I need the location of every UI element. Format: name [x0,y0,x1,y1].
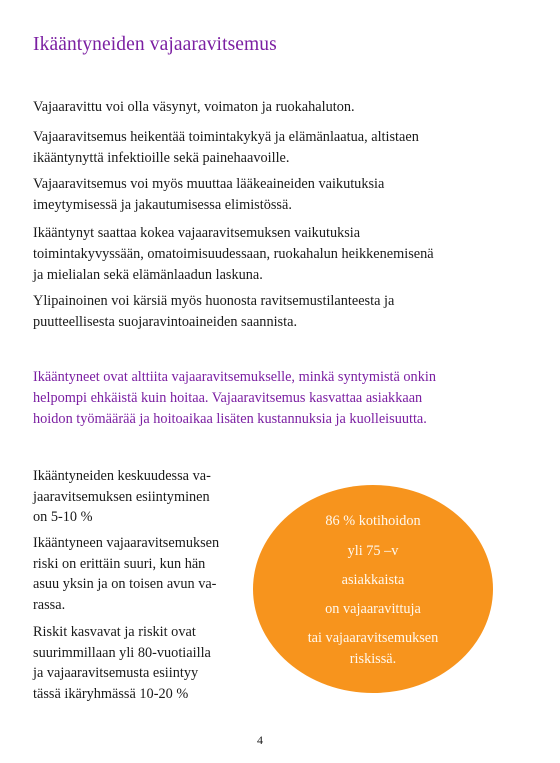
block-line: suurimmillaan yli 80-vuotiailla [33,644,211,661]
paragraph-line: Vajaaravitsemus voi myös muuttaa lääkeaineiden vaikutuksia [33,176,385,192]
paragraph-4 [33,223,503,286]
block-line: ja vajaaravitsemusta esiintyy [33,665,199,681]
paragraph-line: Vajaaravitsemus heikentää toimintakykyä ja elämänlaatua, altistaen [33,129,419,145]
paragraph-line: Ylipainoinen voi kärsiä myös huonosta ravitsemustilanteesta ja [33,293,395,309]
paragraph-line: imeytymisessä ja jakautumisessa elimistössä. [33,197,292,213]
circle-line: on vajaaravittuja [325,601,421,617]
circle-line: 86 % kotihoidon [325,513,421,529]
paragraph-line: Ikääntynyt saattaa kokea vajaaravitsemuksen vaikutuksia [33,225,361,241]
page-number: 4 [257,733,263,747]
risk-block [33,533,263,615]
paragraph-5 [33,291,503,333]
circle-line: yli 75 –v [347,543,399,559]
block-line: tässä ikäryhmässä 10-20 % [33,685,189,702]
paragraph-2 [33,127,503,169]
circle-line: riskissä. [349,651,397,667]
block-line: riski on erittäin suuri, kun hän [33,555,206,572]
block-line: jaaravitsemuksen esiintyminen [33,488,210,505]
block-line: on 5-10 % [33,509,93,525]
paragraph-line: ikääntynyttä infektioille sekä painehaavoille. [33,150,290,166]
highlight-line: helpompi ehkäistä kuin hoitaa. Vajaaravitsemus kasvattaa asiakkaan [33,390,423,406]
age-risk-block [33,622,263,704]
paragraph-1 [33,97,503,118]
paragraph-line: puutteellisesta suojaravintoaineiden saannista. [33,314,298,330]
paragraph-line: ja mielialan sekä elämänlaadun laskuna. [33,267,263,283]
block-line: Ikääntyneen vajaaravitsemuksen [33,535,220,551]
paragraph-line: Vajaaravittu voi olla väsynyt, voimaton ja ruokahaluton. [33,99,355,115]
paragraph-line: toimintakyvyssään, omatoimisuudessaan, ruokahalun heikkenemisenä [33,246,434,262]
highlight-line: Ikääntyneet ovat alttiita vajaaravitsemukselle, minkä syntymistä onkin [33,369,436,385]
page-title: Ikääntyneiden vajaaravitsemus [33,34,277,55]
highlight-paragraph [33,367,503,430]
statistic-circle [253,485,493,693]
highlight-line: hoidon työmäärää ja hoitoaikaa lisäten kustannuksia ja kuolleisuutta. [33,411,427,427]
block-line: Ikääntyneiden keskuudessa va- [33,468,211,484]
block-line: Riskit kasvavat ja riskit ovat [33,624,196,640]
prevalence-block [33,466,263,528]
circle-line: asiakkaista [341,572,405,588]
block-line: asuu yksin ja on toisen avun va- [33,576,217,592]
block-line: rassa. [33,596,66,613]
paragraph-3 [33,174,503,216]
circle-line: tai vajaaravitsemuksen [307,630,439,646]
